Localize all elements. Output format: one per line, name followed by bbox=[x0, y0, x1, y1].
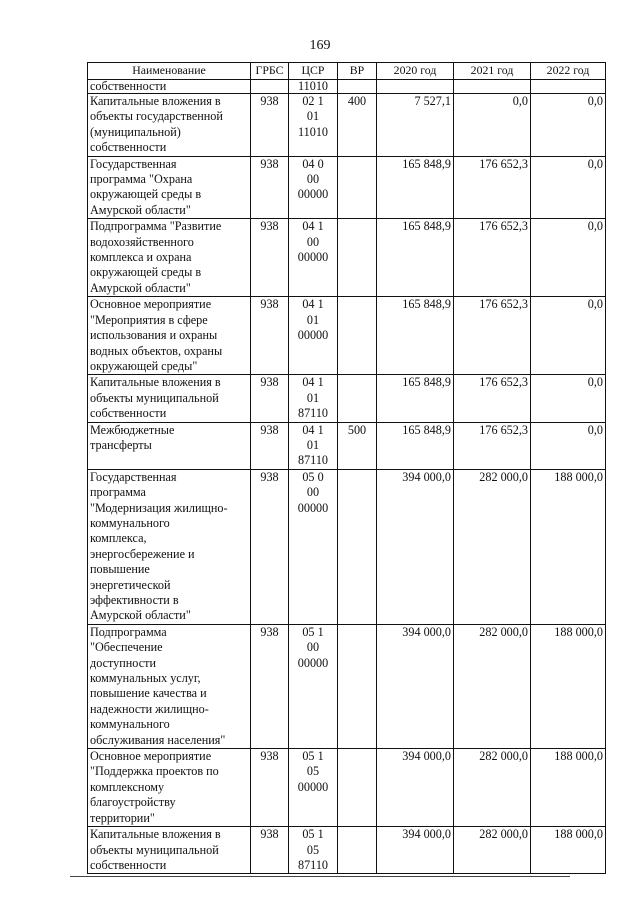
cell-csr-line: 00000 bbox=[297, 779, 329, 794]
cell-csr-line: 00000 bbox=[297, 187, 329, 202]
cell-name-line: коммунального bbox=[90, 515, 170, 530]
budget-table bbox=[87, 62, 606, 874]
cell-csr bbox=[289, 624, 338, 748]
cell-2022: 0,0 bbox=[531, 422, 606, 469]
cell-name-line: "Обеспечение bbox=[90, 640, 163, 655]
cell-csr-line: 04 1 bbox=[302, 297, 324, 312]
cell-2021: 282 000,0 bbox=[454, 827, 531, 874]
cell-csr-line: 00 bbox=[306, 234, 320, 249]
cell-csr-line: 01 bbox=[306, 390, 320, 405]
cell-vr bbox=[338, 624, 377, 748]
cell-csr-line: 05 bbox=[306, 842, 320, 857]
cell-name-line: Капитальные вложения в bbox=[90, 827, 221, 842]
cell-csr-line: 11010 bbox=[297, 79, 329, 93]
cell-grbs: 938 bbox=[251, 749, 289, 827]
cell-name-line: окружающей среды в bbox=[90, 187, 202, 202]
cell-vr bbox=[338, 469, 377, 624]
cell-grbs bbox=[251, 80, 289, 94]
header-csr: ЦСР bbox=[289, 63, 338, 80]
cell-grbs: 938 bbox=[251, 94, 289, 157]
cell-name-line: энергетической bbox=[90, 577, 171, 592]
table-row bbox=[88, 827, 606, 874]
cell-name bbox=[88, 219, 251, 297]
cell-name-line: "Мероприятия в сфере bbox=[90, 312, 208, 327]
cell-2022: 0,0 bbox=[531, 375, 606, 422]
cell-name-line: объекты муниципальной bbox=[90, 390, 219, 405]
cell-2022: 0,0 bbox=[531, 94, 606, 157]
cell-name-line: использования и охраны bbox=[90, 328, 218, 343]
cell-name bbox=[88, 749, 251, 827]
cell-csr-line: 00000 bbox=[297, 655, 329, 670]
cell-2020: 394 000,0 bbox=[377, 469, 454, 624]
cell-name-line: Амурской области" bbox=[90, 608, 191, 623]
cell-name bbox=[88, 156, 251, 219]
header-2022: 2022 год bbox=[531, 63, 606, 80]
table-header-row bbox=[88, 63, 606, 80]
cell-name-line: Капитальные вложения в bbox=[90, 375, 221, 390]
cell-csr-line: 04 1 bbox=[302, 219, 324, 234]
cell-vr bbox=[338, 219, 377, 297]
cell-name-line: Амурской области" bbox=[90, 280, 191, 295]
cell-name bbox=[88, 469, 251, 624]
cell-vr bbox=[338, 827, 377, 874]
cell-name-line: обслуживания населения" bbox=[90, 732, 226, 747]
cell-vr: 500 bbox=[338, 422, 377, 469]
cell-2022 bbox=[531, 80, 606, 94]
header-name: Наименование bbox=[88, 63, 251, 80]
cell-name-line: окружающей среды в bbox=[90, 265, 202, 280]
cell-2021: 282 000,0 bbox=[454, 749, 531, 827]
cell-2022: 188 000,0 bbox=[531, 469, 606, 624]
cell-name-line: Подпрограмма bbox=[90, 624, 167, 639]
cell-grbs: 938 bbox=[251, 297, 289, 375]
cell-2020: 165 848,9 bbox=[377, 156, 454, 219]
cell-name-line: Основное мероприятие bbox=[90, 749, 212, 764]
cell-vr bbox=[338, 749, 377, 827]
cell-2021: 176 652,3 bbox=[454, 297, 531, 375]
cell-2022: 0,0 bbox=[531, 156, 606, 219]
cell-csr-line: 02 1 bbox=[302, 94, 324, 108]
table-row bbox=[88, 624, 606, 748]
cell-2022: 0,0 bbox=[531, 297, 606, 375]
cell-csr bbox=[289, 827, 338, 874]
cell-name bbox=[88, 624, 251, 748]
cell-grbs: 938 bbox=[251, 624, 289, 748]
cell-csr-line: 87110 bbox=[297, 857, 329, 872]
cell-vr bbox=[338, 80, 377, 94]
cell-name-line: повышение качества и bbox=[90, 686, 207, 701]
cell-vr bbox=[338, 297, 377, 375]
cell-csr bbox=[289, 469, 338, 624]
cell-2021: 176 652,3 bbox=[454, 156, 531, 219]
cell-csr bbox=[289, 749, 338, 827]
cell-name-line: водохозяйственного bbox=[90, 234, 194, 249]
table-row bbox=[88, 749, 606, 827]
cell-vr bbox=[338, 156, 377, 219]
cell-csr bbox=[289, 375, 338, 422]
table-row bbox=[88, 469, 606, 624]
cell-csr-line: 87110 bbox=[297, 453, 329, 468]
cell-name-line: объекты государственной bbox=[90, 109, 223, 124]
cell-name-line: Подпрограмма "Развитие bbox=[90, 219, 222, 234]
cell-2021: 282 000,0 bbox=[454, 624, 531, 748]
cell-csr-line: 01 bbox=[306, 437, 320, 452]
cell-2021: 176 652,3 bbox=[454, 422, 531, 469]
cell-csr-line: 01 bbox=[306, 109, 320, 124]
cell-2020: 165 848,9 bbox=[377, 375, 454, 422]
cell-2020: 394 000,0 bbox=[377, 827, 454, 874]
cell-name bbox=[88, 297, 251, 375]
table-row bbox=[88, 94, 606, 157]
cell-csr-line: 04 0 bbox=[302, 156, 324, 171]
cell-csr bbox=[289, 94, 338, 157]
header-2020: 2020 год bbox=[377, 63, 454, 80]
cell-name-line: комплекса, bbox=[90, 531, 147, 546]
cell-name-line: эффективности в bbox=[90, 593, 179, 607]
page-bottom-rule bbox=[70, 876, 570, 877]
cell-name-line: Амурской области" bbox=[90, 202, 191, 217]
cell-name-line: надежности жилищно- bbox=[90, 701, 209, 716]
cell-name-line: коммунальных услуг, bbox=[90, 671, 201, 686]
cell-csr-line: 00 bbox=[306, 485, 320, 500]
cell-2020: 165 848,9 bbox=[377, 422, 454, 469]
cell-name-line: "Модернизация жилищно- bbox=[90, 500, 228, 515]
cell-name-line: комплексному bbox=[90, 779, 165, 794]
cell-name bbox=[88, 80, 251, 94]
cell-name-line: комплекса и охрана bbox=[90, 250, 192, 265]
cell-name-line: Капитальные вложения в bbox=[90, 94, 221, 108]
cell-csr bbox=[289, 156, 338, 219]
cell-name-line: собственности bbox=[90, 857, 167, 872]
cell-csr-line: 05 1 bbox=[302, 624, 324, 639]
cell-csr-line: 04 1 bbox=[302, 375, 324, 390]
cell-name-line: энергосбережение и bbox=[90, 546, 195, 561]
cell-csr-line: 00 bbox=[306, 640, 320, 655]
cell-2020: 165 848,9 bbox=[377, 219, 454, 297]
cell-2021: 0,0 bbox=[454, 94, 531, 157]
cell-csr bbox=[289, 80, 338, 94]
cell-2021: 176 652,3 bbox=[454, 375, 531, 422]
cell-2020: 7 527,1 bbox=[377, 94, 454, 157]
cell-name-line: трансферты bbox=[90, 437, 152, 452]
cell-csr-line: 00000 bbox=[297, 500, 329, 515]
table-row bbox=[88, 297, 606, 375]
cell-name-line: (муниципальной) bbox=[90, 124, 181, 139]
page-number: 169 bbox=[309, 38, 331, 53]
cell-csr-line: 05 bbox=[306, 764, 320, 779]
cell-name bbox=[88, 827, 251, 874]
cell-grbs: 938 bbox=[251, 469, 289, 624]
cell-name-line: окружающей среды" bbox=[90, 358, 198, 373]
cell-csr-line: 05 1 bbox=[302, 749, 324, 764]
cell-name-line: водных объектов, охраны bbox=[90, 343, 223, 358]
cell-csr bbox=[289, 297, 338, 375]
cell-name-line: Государственная bbox=[90, 469, 177, 484]
table-row bbox=[88, 80, 606, 94]
cell-name-line: Государственная bbox=[90, 156, 177, 171]
cell-name-line: программа "Охрана bbox=[90, 172, 193, 187]
cell-csr-line: 05 0 bbox=[302, 469, 324, 484]
cell-grbs: 938 bbox=[251, 827, 289, 874]
cell-2020: 394 000,0 bbox=[377, 624, 454, 748]
cell-name-line: собственности bbox=[90, 406, 167, 421]
cell-2021 bbox=[454, 80, 531, 94]
cell-csr bbox=[289, 219, 338, 297]
cell-csr-line: 11010 bbox=[297, 124, 329, 139]
cell-csr-line: 05 1 bbox=[302, 827, 324, 842]
cell-grbs: 938 bbox=[251, 219, 289, 297]
cell-name-line: программа bbox=[90, 485, 146, 500]
cell-2022: 188 000,0 bbox=[531, 624, 606, 748]
header-grbs: ГРБС bbox=[251, 63, 289, 80]
cell-csr-line: 00 bbox=[306, 172, 320, 187]
cell-name-line: коммунального bbox=[90, 717, 170, 732]
cell-name bbox=[88, 375, 251, 422]
cell-name-line: Основное мероприятие bbox=[90, 297, 212, 312]
cell-grbs: 938 bbox=[251, 422, 289, 469]
cell-name-line: собственности bbox=[90, 140, 167, 155]
table-row bbox=[88, 156, 606, 219]
cell-2020: 394 000,0 bbox=[377, 749, 454, 827]
cell-2021: 282 000,0 bbox=[454, 469, 531, 624]
cell-name-line: объекты муниципальной bbox=[90, 842, 219, 857]
cell-name bbox=[88, 94, 251, 157]
cell-csr-line: 00000 bbox=[297, 328, 329, 343]
cell-grbs: 938 bbox=[251, 156, 289, 219]
cell-csr-line: 01 bbox=[306, 312, 320, 327]
cell-csr-line: 04 1 bbox=[302, 422, 324, 437]
cell-name-line: Межбюджетные bbox=[90, 422, 175, 437]
cell-2020 bbox=[377, 80, 454, 94]
cell-2022: 188 000,0 bbox=[531, 827, 606, 874]
cell-csr-line: 00000 bbox=[297, 250, 329, 265]
cell-name-line: благоустройству bbox=[90, 795, 176, 810]
cell-2020: 165 848,9 bbox=[377, 297, 454, 375]
cell-name-line: повышение bbox=[90, 562, 150, 577]
cell-name-line: "Поддержка проектов по bbox=[90, 764, 219, 779]
table-row bbox=[88, 219, 606, 297]
cell-vr bbox=[338, 375, 377, 422]
table-row bbox=[88, 422, 606, 469]
cell-csr-line: 87110 bbox=[297, 406, 329, 421]
cell-2022: 188 000,0 bbox=[531, 749, 606, 827]
header-vr: ВР bbox=[338, 63, 377, 80]
cell-name-line: доступности bbox=[90, 655, 156, 670]
cell-grbs: 938 bbox=[251, 375, 289, 422]
cell-csr bbox=[289, 422, 338, 469]
cell-name-line: собственности bbox=[90, 79, 167, 93]
cell-vr: 400 bbox=[338, 94, 377, 157]
header-2021: 2021 год bbox=[454, 63, 531, 80]
cell-2021: 176 652,3 bbox=[454, 219, 531, 297]
table-row bbox=[88, 375, 606, 422]
cell-2022: 0,0 bbox=[531, 219, 606, 297]
cell-name bbox=[88, 422, 251, 469]
cell-name-line: территории" bbox=[90, 810, 155, 825]
